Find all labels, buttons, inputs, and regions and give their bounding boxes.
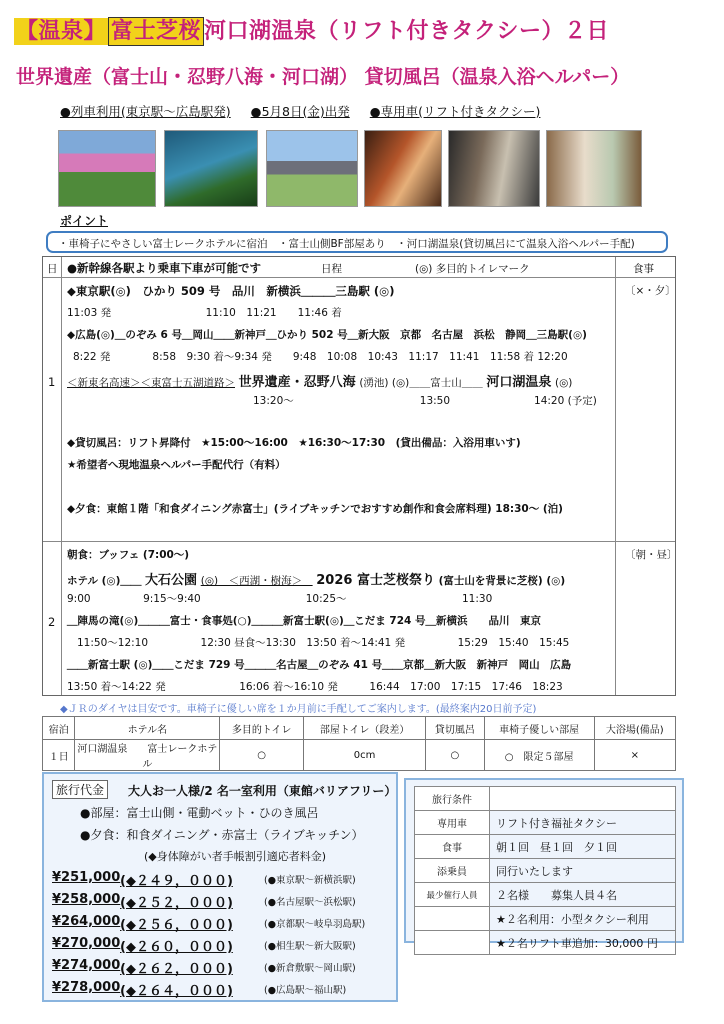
conditions-title-spacer xyxy=(490,787,676,811)
day1-number: 1 xyxy=(48,375,56,389)
day2-times-2: 11:50～12:10 12:30 昼食～13:30 13:50 着～14:41 発 15:29 15:40 15:45 xyxy=(77,637,570,649)
route-hotel: ホテル (◎)＿＿ xyxy=(67,575,142,587)
day2-meal: 〔朝・昼〕 xyxy=(625,549,678,561)
table-row xyxy=(415,883,676,907)
day2-times-3: 13:50 着～14:22 発 16:06 着～16:10 発 16:44 17:00 17:15 17:46 18:23 xyxy=(67,681,563,693)
day2-times-1: 9:00 9:15～9:40 10:25～ 11:30 xyxy=(67,593,493,605)
schedule-note: ●新幹線各駅より乗車下車が可能です xyxy=(67,261,262,275)
day1-times-fuji: 13:20～ 13:50 14:20 (予定) xyxy=(253,395,597,407)
info-date: ●5月8日(金)出発 xyxy=(250,104,350,119)
points-label: ポイント xyxy=(60,214,109,228)
cond-value: リフト付き福祉タクシー xyxy=(490,811,676,835)
schedule-table xyxy=(42,256,676,696)
table-row xyxy=(415,811,676,835)
route-mid: (湧池) (◎)＿＿富士山＿＿ xyxy=(359,377,483,389)
col-meal-header: 食事 xyxy=(633,263,654,275)
divider xyxy=(61,257,62,695)
table-row xyxy=(415,859,676,883)
price-value: ¥270,000 xyxy=(52,936,121,951)
cell-multi-toilet: ○ xyxy=(220,740,304,771)
pricing-discount-note: (◆身体障がい者手帳割引適応者料金) xyxy=(144,850,327,863)
cell-wheelchair-room: ○ 限定５部屋 xyxy=(484,740,594,771)
points-box: ・車椅子にやさしい富士レークホテルに宿泊 ・富士山側BF部屋あり ・河口湖温泉(貸切風呂にて温泉入浴ヘルパー手配) xyxy=(46,231,668,253)
divider xyxy=(43,541,675,542)
conditions-table xyxy=(414,786,676,955)
day2-number: 2 xyxy=(48,615,56,629)
price-discount: (◆２６２，０００) xyxy=(120,962,233,977)
day1-route-fuji xyxy=(67,371,572,390)
cond-value: 朝１回 昼１回 夕１回 xyxy=(490,835,676,859)
cond-value: 同行いたします xyxy=(490,859,676,883)
price-station-note: (●名古屋駅～浜松駅) xyxy=(264,897,356,908)
jr-notice: ◆ＪＲのダイヤは目安です。車椅子に優しい席を１か月前に手配してご案内します。(最終案内20日前予定) xyxy=(60,704,537,715)
festival-label: 2026 富士芝桜祭り xyxy=(316,573,435,588)
price-station-note: (●広島駅～福山駅) xyxy=(264,985,347,996)
cond-extra-1: ★２名利用：小型タクシー利用 xyxy=(490,907,676,931)
price-value: ¥258,000 xyxy=(52,892,121,907)
pricing-subtitle: 大人お一人様/2 名一室利用（東館バリアフリー） xyxy=(128,784,397,798)
day1-route-hiroshima: ◆広島(◎)＿のぞみ 6 号＿岡山＿＿新神戸＿ひかり 502 号＿新大阪 京都 名古屋 浜松 静岡＿三島駅(◎) xyxy=(67,329,587,341)
day2-breakfast: 朝食：ブッフェ (7:00～) xyxy=(67,549,190,561)
route-end: (◎) xyxy=(555,377,573,389)
kawaguchiko-label: 河口湖温泉 xyxy=(486,375,552,390)
cond-key: 専用車 xyxy=(415,811,490,835)
oshino-label: 世界遺産・忍野八海 xyxy=(238,375,356,390)
expressway-label: ＜新東名高速＞＜東富士五湖道路＞ xyxy=(67,377,235,389)
route-saiko: (◎)＿＜西湖・樹海＞＿ xyxy=(200,575,313,587)
info-transport: ●列車利用(東京駅～広島駅発) xyxy=(60,104,231,119)
col-schedule-header: 日程 xyxy=(321,263,342,275)
price-discount: (◆２４９，０００) xyxy=(120,874,233,889)
price-discount: (◆２５６，０００) xyxy=(120,918,233,933)
header-cell: ホテル名 xyxy=(75,717,220,740)
day1-dinner: ◆夕食：東館１階「和食ダイニング赤富士」(ライブキッチンでおすすめ創作和食会席料理) 18:30～ (泊) xyxy=(67,503,563,515)
price-value: ¥251,000 xyxy=(52,870,121,885)
photo-mount-fuji xyxy=(266,130,358,207)
table-row xyxy=(415,907,676,931)
price-station-note: (●相生駅～新大阪駅) xyxy=(264,941,356,952)
cond-extra-2: ★２名リフト車追加：30,000 円 xyxy=(490,931,676,955)
cond-key: 食事 xyxy=(415,835,490,859)
page-subtitle: 世界遺産（富士山・忍野八海・河口湖） 貸切風呂（温泉入浴ヘルパー） xyxy=(16,66,630,88)
day1-times-tokyo: 11:03 発 11:10 11:21 11:46 着 xyxy=(67,307,342,319)
divider xyxy=(615,257,616,695)
day1-times-hiroshima: 8:22 発 8:58 9:30 着～9:34 発 9:48 10:08 10:43 11:17 11:41 11:58 着 12:20 xyxy=(73,351,568,363)
header-cell: 多目的トイレ xyxy=(220,717,304,740)
page-title xyxy=(14,14,609,45)
price-discount: (◆２５２，０００) xyxy=(120,896,233,911)
day1-route-tokyo: ◆東京駅(◎) ひかり 509 号 品川 新横浜＿＿＿三島駅 (◎) xyxy=(67,284,395,298)
day1-private-bath: ◆貸切風呂：リフト昇降付 ★15:00～16:00 ★16:30～17:30 (貸出備品：入浴用車いす) xyxy=(67,437,521,449)
photo-shibazakura xyxy=(58,130,156,207)
cell-room-toilet: 0cm xyxy=(303,740,425,771)
table-row xyxy=(415,931,676,955)
table-header-row xyxy=(43,717,676,740)
price-discount: (◆２６０，０００) xyxy=(120,940,233,955)
theme-tag: 富士芝桜 xyxy=(108,17,204,46)
photo-bath-lift xyxy=(448,130,540,207)
price-value: ¥264,000 xyxy=(52,914,121,929)
cell-private-bath: ○ xyxy=(426,740,484,771)
photo-oshino-pond xyxy=(164,130,258,207)
category-tag: 【温泉】 xyxy=(16,19,107,44)
toilet-legend: (◎) 多目的トイレマーク xyxy=(415,263,530,275)
pricing-dinner: ●夕食：和食ダイニング・赤富士（ライブキッチン） xyxy=(80,828,364,842)
pricing-room: ●部屋：富士山側・電動ベット・ひのき風呂 xyxy=(80,806,319,820)
header-cell: 大浴場(備品) xyxy=(594,717,675,740)
conditions-box xyxy=(404,778,684,950)
price-station-note: (●京都駅～岐阜羽島駅) xyxy=(264,919,366,930)
table-row xyxy=(415,835,676,859)
price-station-note: (●東京駅～新横浜駅) xyxy=(264,875,356,886)
col-day-header: 日 xyxy=(47,263,58,275)
oishi-park-label: 大石公園 xyxy=(145,573,198,588)
divider xyxy=(43,277,675,278)
cond-value: ２名様 募集人員４名 xyxy=(490,883,676,907)
day2-route-2: ＿陣馬の滝(◎)＿＿＿富士・食事処(○)＿＿＿新富士駅(◎)＿こだま 724 号＿新横浜 品川 東京 xyxy=(67,615,542,627)
pricing-title: 旅行代金 xyxy=(52,780,108,799)
cond-key: 添乗員 xyxy=(415,859,490,883)
table-row xyxy=(43,740,676,771)
header-cell: 車椅子優しい部屋 xyxy=(484,717,594,740)
photo-hotel-interior xyxy=(364,130,442,207)
info-line xyxy=(60,102,540,120)
festival-note: (富士山を背景に芝桜) (◎) xyxy=(438,575,566,587)
price-discount: (◆２６４，０００) xyxy=(120,984,233,999)
photo-guest-room xyxy=(546,130,642,207)
day1-meal: 〔×・夕〕 xyxy=(625,285,676,297)
table-row xyxy=(415,787,676,811)
cell-hotel-name: 河口湖温泉 富士レークホテル xyxy=(75,740,220,771)
cond-key-blank xyxy=(415,931,490,955)
header-cell: 宿泊 xyxy=(43,717,75,740)
pricing-box xyxy=(42,772,398,1002)
cond-key-blank xyxy=(415,907,490,931)
day1-helper: ★希望者へ現地温泉ヘルパー手配代行（有料） xyxy=(67,459,286,471)
title-text: 河口湖温泉（リフト付きタクシー）２日 xyxy=(204,19,610,44)
day2-route-1 xyxy=(67,569,565,588)
cell-public-bath: × xyxy=(594,740,675,771)
price-value: ¥278,000 xyxy=(52,980,121,995)
cell-night: １日 xyxy=(43,740,75,771)
info-vehicle: ●専用車(リフト付きタクシー) xyxy=(369,104,541,119)
day2-route-3: ＿＿新富士駅 (◎)＿＿こだま 729 号＿＿＿名古屋＿のぞみ 41 号＿＿京都＿新大阪 新神戸 岡山 広島 xyxy=(67,659,572,671)
cond-key: 最少催行人員 xyxy=(415,883,490,907)
conditions-title: 旅行条件 xyxy=(415,787,490,811)
hotel-table xyxy=(42,716,676,771)
price-station-note: (●新倉敷駅～岡山駅) xyxy=(264,963,356,974)
price-value: ¥274,000 xyxy=(52,958,121,973)
header-cell: 部屋トイレ（段差） xyxy=(303,717,425,740)
header-cell: 貸切風呂 xyxy=(426,717,484,740)
